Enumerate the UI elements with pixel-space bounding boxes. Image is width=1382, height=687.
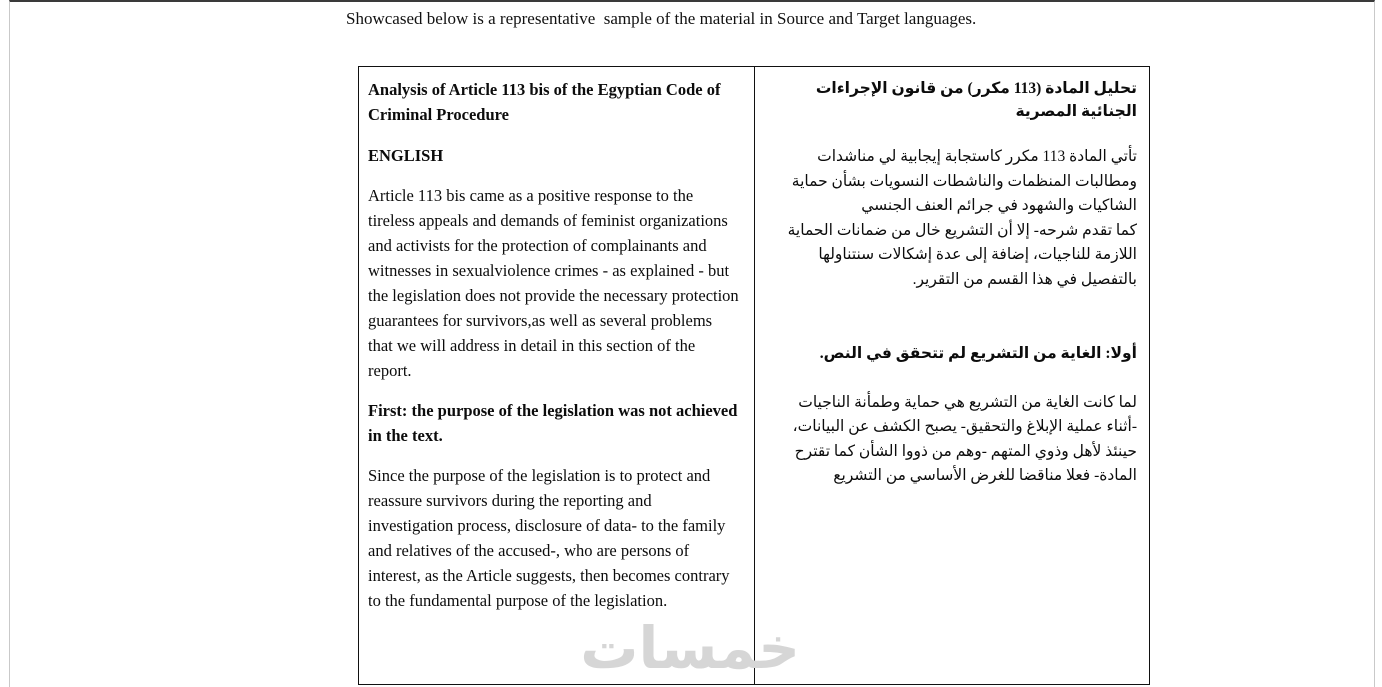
english-column — [359, 67, 755, 684]
khamsat-watermark: خمسات — [580, 614, 800, 682]
arabic-paragraph-3: لما كانت الغاية من التشريع هي حماية وطمأنة الناجيات -أثناء عملية الإبلاغ والتحقيق- يصبح الكشف عن البيانات، حينئذ لأهل وذوي المتهم -وهم من ذووا الشأن كما تقترح المادة- فعلا مناقضا للغرض الأساسي من التشريع — [792, 393, 1137, 484]
arabic-paragraph-2: كما تقدم شرحه- إلا أن التشريع خال من ضمانات الحماية اللازمة للناجيات، إضافة إلى عدة إشكالات سنتناولها بالتفصيل في هذا القسم من التقرير. — [787, 221, 1137, 288]
english-subheading: First: the purpose of the legislation was not achieved in the text. — [368, 401, 738, 445]
english-language-label: ENGLISH — [368, 146, 444, 165]
english-paragraph-2: Since the purpose of the legislation is to protect and reassure survivors during the reporting and investigation process, disclosure of data- to the family and relatives of the accused-, who are persons of interest, as the Article suggests, then becomes contrary to the fundamental purpose of the legislation. — [368, 466, 730, 610]
arabic-column — [755, 67, 1150, 684]
bilingual-sample-table — [358, 66, 1150, 685]
english-title: Analysis of Article 113 bis of the Egyptian Code of Criminal Procedure — [368, 80, 721, 124]
arabic-subheading: أولا: الغاية من التشريع لم تتحقق في النص. — [819, 345, 1137, 362]
intro-text: Showcased below is a representative sample of the material in Source and Target languages. — [346, 9, 977, 28]
arabic-title: تحليل المادة (113 مكرر) من قانون الإجراءات الجنائية المصرية — [815, 80, 1137, 120]
arabic-spacer — [767, 292, 1138, 342]
arabic-paragraph-1: تأتي المادة 113 مكرر كاستجابة إيجابية لي مناشدات ومطالبات المنظمات والناشطات النسويات بشأن حماية الشاكيات والشهود في جرائم العنف الجنسي — [791, 148, 1137, 214]
document-page — [9, 0, 1375, 687]
english-paragraph-1: Article 113 bis came as a positive response to the tireless appeals and demands of feminist organizations and activists for the protection of complainants and witnesses in sexualviolence crimes - as explained - but the legislation does not provide the necessary protection guarantees for survivors,as well as several problems that we will address in detail in this section of the report. — [368, 186, 739, 380]
